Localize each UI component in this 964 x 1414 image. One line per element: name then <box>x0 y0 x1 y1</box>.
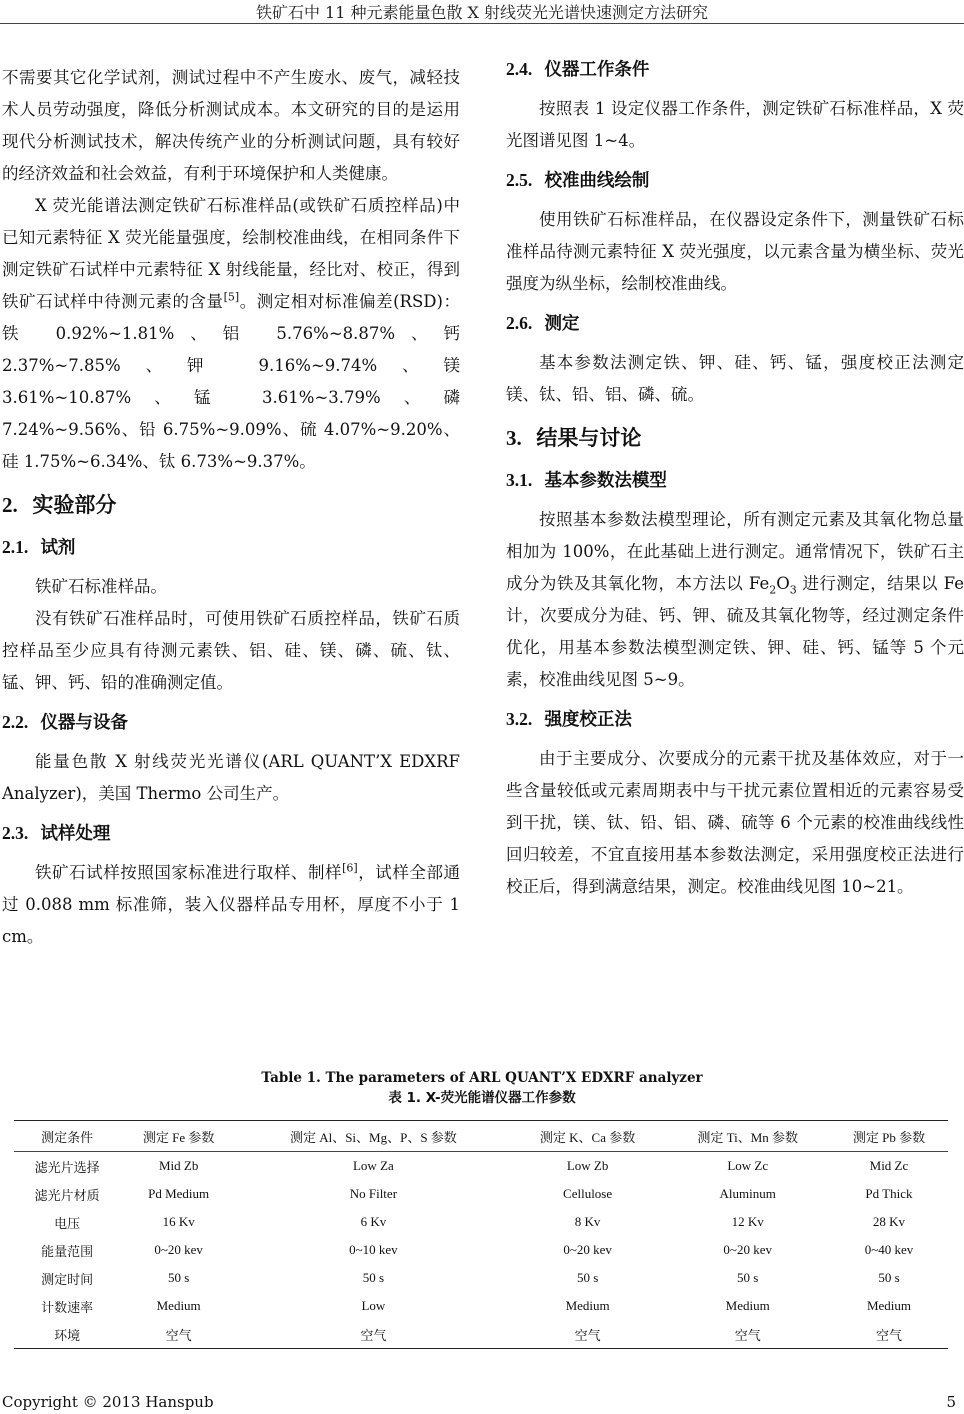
table-cell: 能量范围 <box>41 1243 94 1259</box>
paragraph: 按照基本参数法模型理论，所有测定元素及其氧化物总量相加为 100%，在此基础上进行测定。通常情况下，铁矿石主成分为铁及其氧化物，本方法以 $Fe_2O_3$ 进行测定，结果以 Fe 计，次要成分为硅、钙、钾、硫及其氧化物等，经过测定条件优化，用基本参数法模型测定铁、钾、硅、钙、锰等 5 个元素，校准曲线见图 5~9。 <box>506 510 964 689</box>
table-cell: 空气 <box>120 1320 237 1349</box>
table-cell: Mid Zc <box>869 1158 909 1173</box>
table-row <box>14 1320 948 1349</box>
table-cell: 6 Kv <box>360 1214 387 1229</box>
table-cell: 0~40 kev <box>864 1242 914 1257</box>
table-caption-en: Table 1. The parameters of ARL QUANT’X EDXRF analyzer <box>261 1070 703 1086</box>
left-column <box>2 62 460 953</box>
table-cell: No Filter <box>349 1186 398 1201</box>
table-cell: 0~20 kev <box>154 1242 203 1257</box>
table-cell: 空气 <box>237 1320 510 1349</box>
table-cell: Low <box>361 1298 386 1313</box>
copyright: Copyright © 2013 Hanspub <box>2 1393 214 1411</box>
table-header-cell: 测定 Al、Si、Mg、P、S 参数 <box>237 1121 510 1152</box>
paragraph: 能量色散 X 射线荧光光谱仪(ARL QUANT’X EDXRF Analyzer)，美国 Thermo 公司生产。 <box>2 752 460 803</box>
paragraph: 不需要其它化学试剂，测试过程中不产生废水、废气，减轻技术人员劳动强度，降低分析测试成本。本文研究的目的是运用现代分析测试技术，解决传统产业的分析测试问题，具有较好的经济效益和社会效益，有利于环境保护和人类健康。 <box>2 68 460 183</box>
subsection-heading: 2.3. 试样处理 <box>2 823 111 844</box>
table-header-cell: 测定条件 <box>14 1121 120 1152</box>
table-cell: 测定时间 <box>41 1271 94 1287</box>
subsection-heading: 2.5. 校准曲线绘制 <box>506 170 650 191</box>
table-row <box>14 1264 948 1292</box>
table-cell: 50 s <box>737 1270 759 1285</box>
table-header-row <box>14 1121 948 1152</box>
table-cell: Cellulose <box>563 1186 613 1201</box>
table-cell: 50 s <box>878 1270 900 1285</box>
subsection-heading: 2.4. 仪器工作条件 <box>506 59 650 80</box>
paragraph: 使用铁矿石标准样品，在仪器设定条件下，测量铁矿石标准样品待测元素特征 X 荧光强度，以元素含量为横坐标、荧光强度为纵坐标，绘制校准曲线。 <box>506 210 964 293</box>
table-cell: 电压 <box>54 1215 81 1231</box>
table-header-cell: 测定 Fe 参数 <box>120 1121 237 1152</box>
subsection-heading: 3.1. 基本参数法模型 <box>506 470 667 491</box>
table-cell: 0~20 kev <box>563 1242 612 1257</box>
table-cell: Low Zc <box>727 1158 769 1173</box>
table-header-cell: 测定 Pb 参数 <box>830 1121 948 1152</box>
paragraph: 铁矿石试样按照国家标准进行取样、制样[6]，试样全部通过 0.088 mm 标准筛，装入仪器样品专用杯，厚度不小于 1 cm。 <box>2 861 461 946</box>
table-cell: Pd Medium <box>148 1186 210 1201</box>
table-cell: Medium <box>725 1298 770 1313</box>
table-row <box>14 1152 948 1181</box>
table-cell: Pd Thick <box>865 1186 913 1201</box>
table-cell: 空气 <box>510 1320 666 1349</box>
table-cell: 环境 <box>14 1320 120 1349</box>
table-cell: 空气 <box>830 1320 948 1349</box>
table-cell: Aluminum <box>719 1186 776 1201</box>
table-row <box>14 1292 948 1320</box>
citation[interactable]: [5] <box>223 290 240 304</box>
paragraph: 由于主要成分、次要成分的元素干扰及基体效应，对于一些含量较低或元素周期表中与干扰元素位置相近的元素容易受到干扰，镁、钛、铅、铝、磷、硫等 6 个元素的校准曲线线性回归较差，不宜直接用基本参数法测定，采用强度校正法进行校正后，得到满意结果，测定。校准曲线见图 10~21。 <box>506 749 964 896</box>
parameters-table <box>14 1120 948 1349</box>
table-cell: Medium <box>565 1298 610 1313</box>
table-cell: Medium <box>866 1298 911 1313</box>
table-header-cell: 测定 Ti、Mn 参数 <box>665 1121 829 1152</box>
table-cell: 12 Kv <box>731 1214 764 1229</box>
table-cell: Low Za <box>352 1158 394 1173</box>
paragraph: 基本参数法测定铁、钾、硅、钙、锰，强度校正法测定镁、钛、铅、铝、磷、硫。 <box>506 353 964 404</box>
table-header-cell: 测定 K、Ca 参数 <box>510 1121 666 1152</box>
subsection-heading: 2.1. 试剂 <box>2 537 76 558</box>
table-cell: 50 s <box>576 1270 599 1285</box>
table-cell: 16 Kv <box>162 1214 195 1229</box>
paragraph: 按照表 1 设定仪器工作条件，测定铁矿石标准样品，X 荧光图谱见图 1~4。 <box>506 99 964 150</box>
table-cell: Mid Zb <box>158 1158 199 1173</box>
table-cell: Low Zb <box>566 1158 609 1173</box>
running-head: 铁矿石中 11 种元素能量色散 X 射线荧光光谱快速测定方法研究 <box>0 0 964 24</box>
table-cell: 50 s <box>167 1270 190 1285</box>
table-row <box>14 1180 948 1208</box>
table-caption-zh: 表 1. X-荧光能谱仪器工作参数 <box>388 1090 576 1106</box>
table-cell: 0~10 kev <box>349 1242 398 1257</box>
subsection-heading: 2.6. 测定 <box>506 313 580 334</box>
table-cell: 滤光片选择 <box>34 1159 100 1175</box>
paragraph: 没有铁矿石准样品时，可使用铁矿石质控样品，铁矿石质控样品至少应具有待测元素铁、铝、硅、镁、磷、硫、钛、锰、钾、钙、铅的准确测定值。 <box>2 609 460 692</box>
subsection-heading: 2.2. 仪器与设备 <box>2 712 128 733</box>
citation[interactable]: [6] <box>342 861 358 875</box>
subsection-heading: 3.2. 强度校正法 <box>506 709 632 730</box>
section-heading: 2. 实验部分 <box>2 493 117 517</box>
table-cell: Medium <box>156 1298 201 1313</box>
table-cell: 空气 <box>665 1320 829 1349</box>
table-cell: 计数速率 <box>41 1299 94 1315</box>
right-column <box>506 59 964 903</box>
table-cell: 0~20 kev <box>723 1242 772 1257</box>
table-cell: 28 Kv <box>872 1214 906 1229</box>
table-row <box>14 1236 948 1264</box>
table-cell: 8 Kv <box>574 1214 601 1229</box>
section-heading: 3. 结果与讨论 <box>506 426 642 450</box>
paragraph: X 荧光能谱法测定铁矿石标准样品(或铁矿石质控样品)中已知元素特征 X 荧光能量强度，绘制校准曲线，在相同条件下测定铁矿石试样中元素特征 X 射线能量，经比对、校正，得到铁矿石试样中待测元素的含量[5]。测定相对标准偏差(RSD)：铁 0.92%~1.81%、铝 5.76%~8.87%、钙 2.37%~7.85%、钾 9.16%~9.74%、镁 3.61%~10.87%、锰 3.61%~3.79%、磷 7.24%~9.56%、铅 6.75%~9.09%、硫 4.07%~9.20%、硅 1.75%~6.34%、钛 6.73%~9.37%。 <box>2 196 460 471</box>
table-cell: 滤光片材质 <box>34 1187 100 1203</box>
page-number: 5 <box>946 1393 956 1411</box>
table-cell: 50 s <box>362 1270 385 1285</box>
table-row <box>14 1208 948 1236</box>
paragraph: 铁矿石标准样品。 <box>35 577 167 596</box>
